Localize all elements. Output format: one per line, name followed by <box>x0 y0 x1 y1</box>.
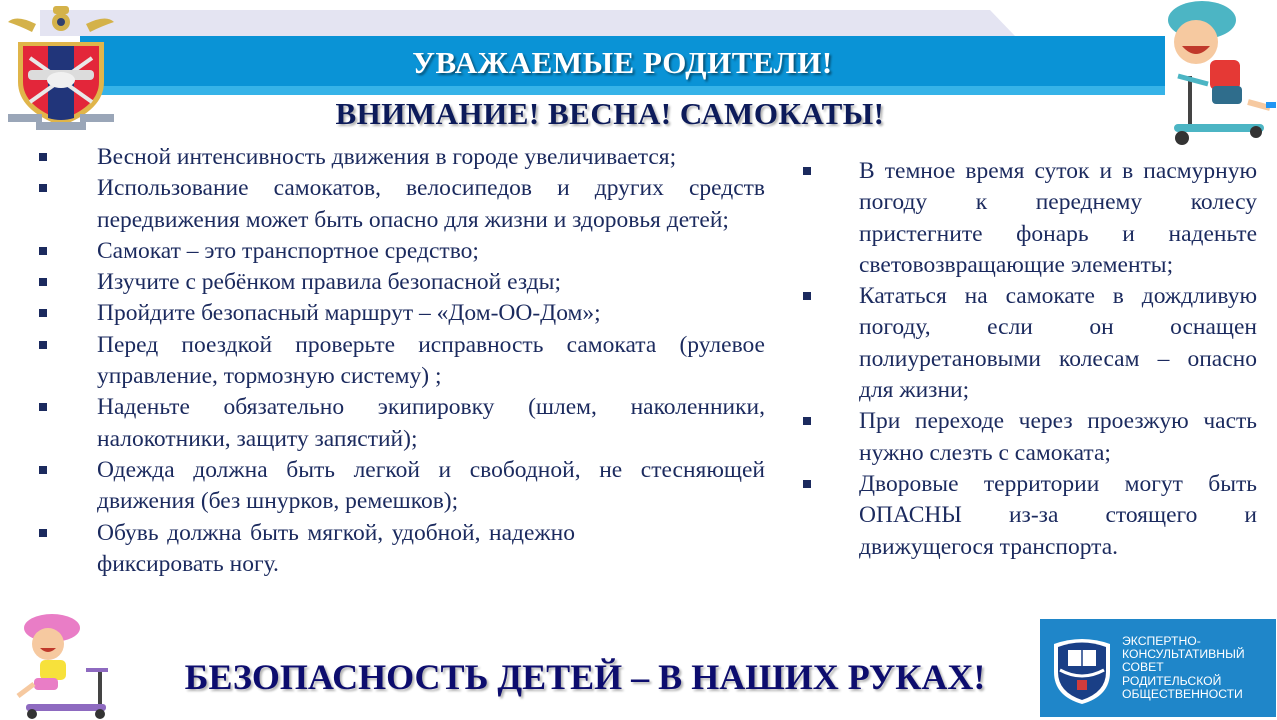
list-item: Самокат – это транспортное средство; <box>35 236 765 267</box>
safety-tips-right-list <box>800 156 1257 563</box>
square-bullet-icon <box>39 341 47 349</box>
list-item: Дворовые территории могут быть ОПАСНЫ из-за стоящего и движущегося транспорта. <box>800 469 1257 563</box>
council-name: ЭКСПЕРТНО- КОНСУЛЬТАТИВНЫЙ СОВЕТ РОДИТЕЛЬСКОЙ ОБЩЕСТВЕННОСТИ <box>1122 634 1245 701</box>
square-bullet-icon <box>39 466 47 474</box>
square-bullet-icon <box>39 184 47 192</box>
list-item: Перед поездкой проверьте исправность самоката (рулевое управление, тормозную систему) ; <box>35 330 765 393</box>
list-item: В темное время суток и в пасмурную погоду к переднему колесу пристегните фонарь и наденьте световозвращающие элементы; <box>800 156 1257 281</box>
decorative-strip <box>40 10 1050 36</box>
list-item: Кататься на самокате в дождливую погоду, если он оснащен полиуретановыми колесам – опасно для жизни; <box>800 281 1257 406</box>
title-band-accent <box>80 86 1165 95</box>
square-bullet-icon <box>39 247 47 255</box>
square-bullet-icon <box>803 417 811 425</box>
list-item: При переходе через проезжую часть нужно слезть с самоката; <box>800 406 1257 469</box>
traffic-police-emblem-icon <box>6 2 116 134</box>
page-subtitle: ВНИМАНИЕ! ВЕСНА! САМОКАТЫ! <box>335 96 885 131</box>
council-shield-icon <box>1050 634 1114 706</box>
list-item: Использование самокатов, велосипедов и других средств передвижения может быть опасно для жизни и здоровья детей; <box>35 173 765 236</box>
list-item: Пройдите безопасный маршрут – «Дом-ОО-Дом»; <box>35 298 765 329</box>
list-item: Весной интенсивность движения в городе увеличивается; <box>35 142 765 173</box>
boy-on-scooter-illustration <box>1160 0 1277 150</box>
girl-on-scooter-illustration <box>12 614 112 720</box>
square-bullet-icon <box>39 309 47 317</box>
footer-slogan: БЕЗОПАСНОСТЬ ДЕТЕЙ – В НАШИХ РУКАХ! <box>184 657 986 697</box>
square-bullet-icon <box>803 480 811 488</box>
square-bullet-icon <box>803 167 811 175</box>
safety-tips-left-list <box>35 142 765 580</box>
list-item: Изучите с ребёнком правила безопасной езды; <box>35 267 765 298</box>
list-item: Наденьте обязательно экипировку (шлем, наколенники, налокотники, защиту запястий); <box>35 392 765 455</box>
square-bullet-icon <box>39 529 47 537</box>
square-bullet-icon <box>39 278 47 286</box>
parent-council-logo <box>1040 619 1276 717</box>
page-title: УВАЖАЕМЫЕ РОДИТЕЛИ! <box>412 45 833 80</box>
square-bullet-icon <box>803 292 811 300</box>
list-item: Одежда должна быть легкой и свободной, не стесняющей движения (без шнурков, ремешков); <box>35 455 765 518</box>
square-bullet-icon <box>39 153 47 161</box>
square-bullet-icon <box>39 403 47 411</box>
list-item: Обувь должна быть мягкой, удобной, надежно фиксировать ногу. <box>35 518 765 581</box>
